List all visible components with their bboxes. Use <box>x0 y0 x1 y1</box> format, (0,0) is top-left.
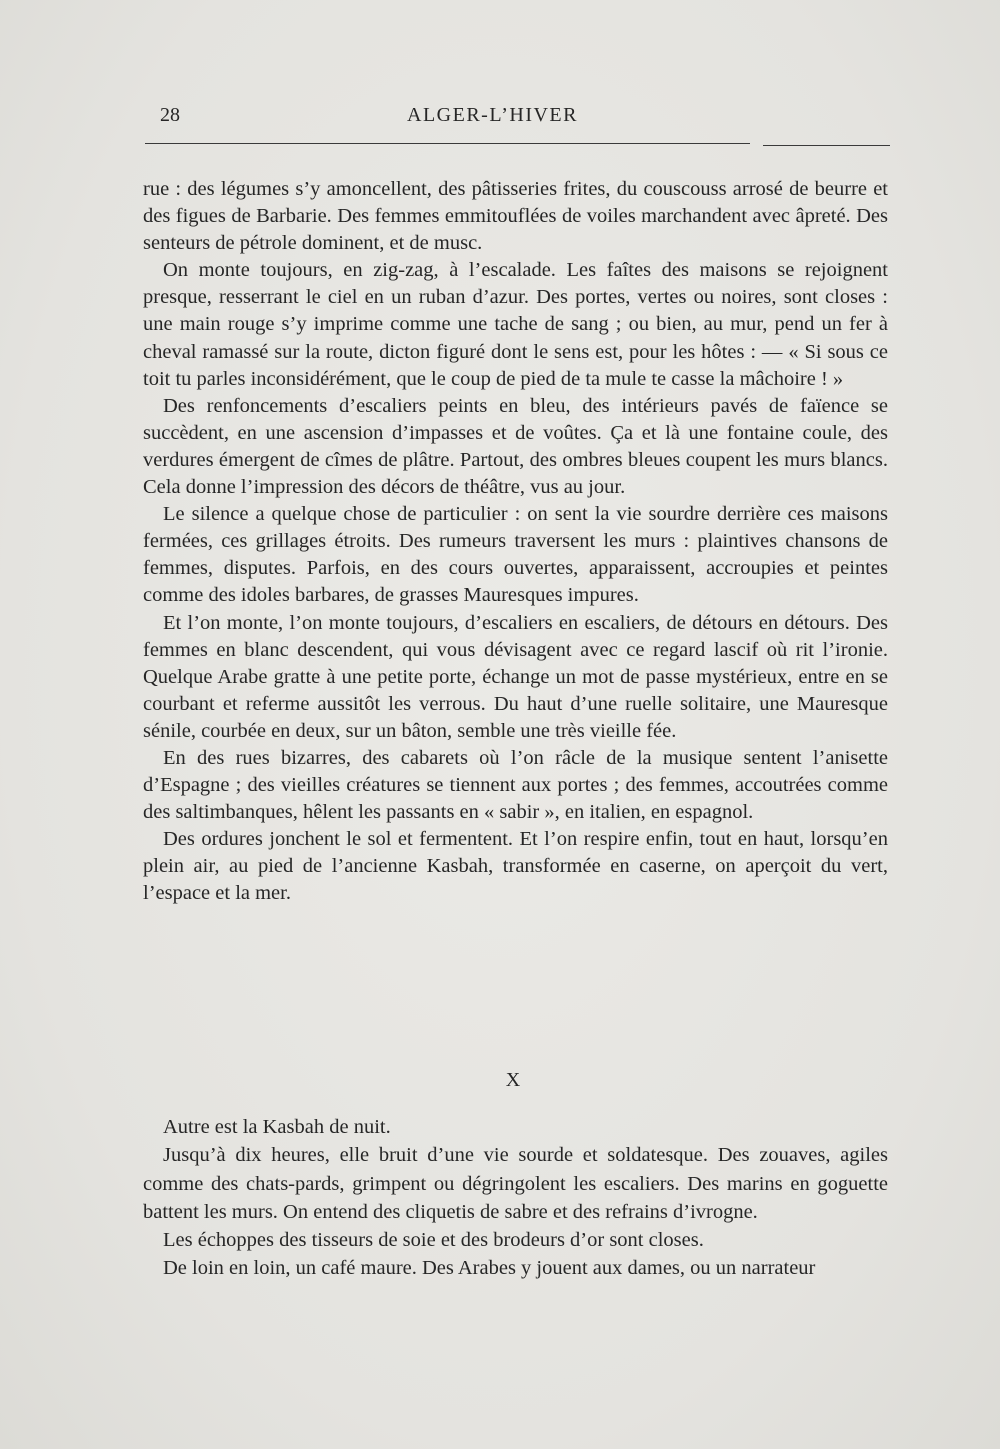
running-head <box>145 104 890 134</box>
paragraph: rue : des légumes s’y amoncellent, des pâtisseries frites, du couscouss arrosé de beurre et des figues de Barbarie. Des femmes emmitouflées de voiles marchandent avec âpreté. Des senteurs de pétrole dominent, et de musc. <box>143 178 888 255</box>
paragraph: Jusqu’à dix heures, elle bruit d’une vie sourde et soldatesque. Des zouaves, agiles comme des chats-pards, grimpent ou dégringolent les escaliers. Des marins en goguette battent les murs. On entend des cliquetis de sabre et des refrains d’ivrogne. <box>143 1144 888 1223</box>
paragraph: On monte toujours, en zig-zag, à l’escalade. Les faîtes des maisons se rejoignent presque, resserrant le ciel en un ruban d’azur. Des portes, vertes ou noires, sont closes : une main rouge s’y imprime comme une tache de sang ; ou bien, au mur, pend un fer à cheval ramassé sur la route, dicton figuré dont le sens est, pour les hôtes : — « Si sous ce toit tu parles inconsidérément, que le coup de pied de ta mule te casse la mâchoire ! » <box>143 259 888 390</box>
paragraph: Et l’on monte, l’on monte toujours, d’escaliers en escaliers, de détours en détours. Des femmes en blanc descendent, qui vous dévisagent avec ce regard lascif où rit l’ironie. Quelque Arabe gratte à une petite porte, échange un mot de passe mystérieux, entre en se courbant et referme aussitôt les verrous. Du haut d’une ruelle solitaire, une Mauresque sénile, courbée en deux, sur un bâton, semble une très vieille fée. <box>143 611 888 742</box>
paragraph: Des ordures jonchent le sol et fermentent. Et l’on respire enfin, tout en haut, lorsqu’en plein air, au pied de l’ancienne Kasbah, transformée en caserne, on aperçoit du vert, l’espace et la mer. <box>143 828 888 905</box>
paragraph: Des renfoncements d’escaliers peints en bleu, des intérieurs pavés de faïence se succèdent, en une ascension d’impasses et de voûtes. Ça et là une fontaine coule, des verdures émergent de cîmes de plâtre. Partout, des ombres bleues coupent les murs blancs. Cela donne l’impression des décors de théâtre, vus au jour. <box>143 394 888 499</box>
paragraph: Autre est la Kasbah de nuit. <box>163 1116 391 1138</box>
paragraph: Les échoppes des tisseurs de soie et des brodeurs d’or sont closes. <box>163 1229 704 1252</box>
paragraph: En des rues bizarres, des cabarets où l’on râcle de la musique sentent l’anisette d’Espagne ; des vieilles créatures se tiennent aux portes ; des femmes, accoutrées comme des saltimbanques, hêlent les passants en « sabir », en italien, en espagnol. <box>143 746 888 824</box>
header-rule-short <box>763 145 890 146</box>
page-number: 28 <box>160 104 180 126</box>
paragraph: Le silence a quelque chose de particulier : on sent la vie sourdre derrière ces maisons fermées, ces grillages étroits. Des rumeurs traversent les murs : plaintives chansons de femmes, disputes. Parfois, en des cours ouvertes, apparaissent, accroupies et peintes comme des idoles barbares, de grasses Mauresques impures. <box>143 503 888 607</box>
section-heading: X <box>505 1069 521 1091</box>
header-rule <box>145 143 750 144</box>
paragraph: De loin en loin, un café maure. Des Arabes y jouent aux dames, ou un narrateur <box>163 1257 816 1280</box>
body-text <box>143 176 888 908</box>
section-body-text <box>143 1113 888 1283</box>
running-title: ALGER-L’HIVER <box>407 104 578 126</box>
